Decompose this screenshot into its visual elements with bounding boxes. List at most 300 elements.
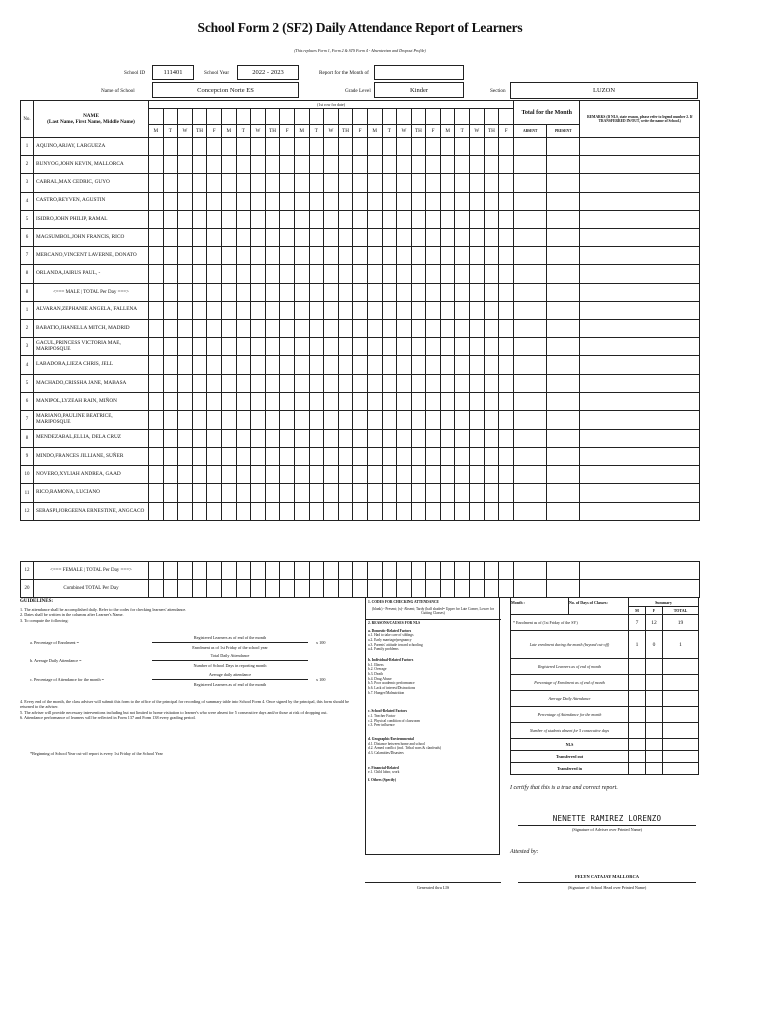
attendance-cell[interactable] <box>367 466 382 484</box>
attendance-cell[interactable] <box>324 411 339 429</box>
remarks-cell[interactable] <box>580 447 700 465</box>
attendance-cell[interactable] <box>163 484 178 502</box>
attendance-cell[interactable] <box>484 484 499 502</box>
attendance-cell[interactable] <box>440 484 455 502</box>
attendance-cell[interactable] <box>192 484 207 502</box>
attendance-cell[interactable] <box>455 356 470 374</box>
attendance-cell[interactable] <box>367 247 382 265</box>
attendance-cell[interactable] <box>251 502 266 520</box>
attendance-cell[interactable] <box>338 138 353 156</box>
attendance-cell[interactable] <box>411 319 426 337</box>
attendance-cell[interactable] <box>251 392 266 410</box>
attendance-cell[interactable] <box>484 374 499 392</box>
attendance-cell[interactable] <box>499 156 514 174</box>
date-cell[interactable] <box>149 109 164 125</box>
attendance-cell[interactable] <box>440 374 455 392</box>
attendance-cell[interactable] <box>397 411 412 429</box>
attendance-cell[interactable] <box>382 210 397 228</box>
attendance-cell[interactable] <box>440 502 455 520</box>
attendance-cell[interactable] <box>251 319 266 337</box>
attendance-cell[interactable] <box>470 192 485 210</box>
attendance-cell[interactable] <box>251 138 266 156</box>
attendance-cell[interactable] <box>338 265 353 283</box>
attendance-cell[interactable] <box>163 502 178 520</box>
attendance-cell[interactable] <box>426 411 441 429</box>
attendance-cell[interactable] <box>397 319 412 337</box>
attendance-cell[interactable] <box>499 502 514 520</box>
attendance-cell[interactable] <box>397 502 412 520</box>
attendance-cell[interactable] <box>178 228 193 246</box>
attendance-cell[interactable] <box>236 392 251 410</box>
attendance-cell[interactable] <box>397 466 412 484</box>
attendance-cell[interactable] <box>440 429 455 447</box>
attendance-cell[interactable] <box>251 247 266 265</box>
attendance-cell[interactable] <box>207 247 222 265</box>
attendance-cell[interactable] <box>236 447 251 465</box>
attendance-cell[interactable] <box>499 466 514 484</box>
attendance-cell[interactable] <box>397 247 412 265</box>
attendance-cell[interactable] <box>163 374 178 392</box>
attendance-cell[interactable] <box>178 392 193 410</box>
attendance-cell[interactable] <box>367 210 382 228</box>
attendance-cell[interactable] <box>440 265 455 283</box>
attendance-cell[interactable] <box>324 338 339 356</box>
attendance-cell[interactable] <box>455 447 470 465</box>
attendance-cell[interactable] <box>324 447 339 465</box>
attendance-cell[interactable] <box>192 338 207 356</box>
attendance-cell[interactable] <box>309 247 324 265</box>
attendance-cell[interactable] <box>499 374 514 392</box>
attendance-cell[interactable] <box>149 392 164 410</box>
attendance-cell[interactable] <box>236 338 251 356</box>
attendance-cell[interactable] <box>499 247 514 265</box>
attendance-cell[interactable] <box>499 210 514 228</box>
attendance-cell[interactable] <box>265 301 280 319</box>
attendance-cell[interactable] <box>353 392 368 410</box>
attendance-cell[interactable] <box>178 174 193 192</box>
attendance-cell[interactable] <box>280 247 295 265</box>
attendance-cell[interactable] <box>324 156 339 174</box>
attendance-cell[interactable] <box>309 301 324 319</box>
attendance-cell[interactable] <box>470 265 485 283</box>
attendance-cell[interactable] <box>309 192 324 210</box>
attendance-cell[interactable] <box>251 156 266 174</box>
attendance-cell[interactable] <box>484 447 499 465</box>
attendance-cell[interactable] <box>324 319 339 337</box>
attendance-cell[interactable] <box>367 301 382 319</box>
attendance-cell[interactable] <box>280 156 295 174</box>
attendance-cell[interactable] <box>236 411 251 429</box>
attendance-cell[interactable] <box>280 356 295 374</box>
attendance-cell[interactable] <box>440 447 455 465</box>
attendance-cell[interactable] <box>207 502 222 520</box>
date-cell[interactable] <box>470 109 485 125</box>
attendance-cell[interactable] <box>426 138 441 156</box>
remarks-cell[interactable] <box>580 228 700 246</box>
attendance-cell[interactable] <box>353 447 368 465</box>
attendance-cell[interactable] <box>338 502 353 520</box>
attendance-cell[interactable] <box>470 156 485 174</box>
attendance-cell[interactable] <box>207 301 222 319</box>
attendance-cell[interactable] <box>426 447 441 465</box>
attendance-cell[interactable] <box>280 210 295 228</box>
attendance-cell[interactable] <box>426 429 441 447</box>
attendance-cell[interactable] <box>163 138 178 156</box>
attendance-cell[interactable] <box>353 174 368 192</box>
attendance-cell[interactable] <box>367 447 382 465</box>
attendance-cell[interactable] <box>294 192 309 210</box>
attendance-cell[interactable] <box>149 247 164 265</box>
attendance-cell[interactable] <box>470 374 485 392</box>
attendance-cell[interactable] <box>280 502 295 520</box>
attendance-cell[interactable] <box>455 265 470 283</box>
attendance-cell[interactable] <box>367 484 382 502</box>
attendance-cell[interactable] <box>207 466 222 484</box>
attendance-cell[interactable] <box>149 301 164 319</box>
attendance-cell[interactable] <box>397 138 412 156</box>
attendance-cell[interactable] <box>192 319 207 337</box>
school-name-field[interactable]: Concepcion Norte ES <box>152 82 299 98</box>
attendance-cell[interactable] <box>236 356 251 374</box>
attendance-cell[interactable] <box>265 411 280 429</box>
attendance-cell[interactable] <box>411 338 426 356</box>
attendance-cell[interactable] <box>338 466 353 484</box>
date-cell[interactable] <box>338 109 353 125</box>
attendance-cell[interactable] <box>426 319 441 337</box>
attendance-cell[interactable] <box>163 411 178 429</box>
attendance-cell[interactable] <box>251 301 266 319</box>
attendance-cell[interactable] <box>440 138 455 156</box>
attendance-cell[interactable] <box>470 138 485 156</box>
attendance-cell[interactable] <box>426 301 441 319</box>
attendance-cell[interactable] <box>470 466 485 484</box>
attendance-cell[interactable] <box>324 138 339 156</box>
attendance-cell[interactable] <box>149 156 164 174</box>
attendance-cell[interactable] <box>367 429 382 447</box>
attendance-cell[interactable] <box>294 374 309 392</box>
attendance-cell[interactable] <box>192 192 207 210</box>
attendance-cell[interactable] <box>338 447 353 465</box>
attendance-cell[interactable] <box>499 484 514 502</box>
attendance-cell[interactable] <box>411 411 426 429</box>
attendance-cell[interactable] <box>149 356 164 374</box>
attendance-cell[interactable] <box>221 301 236 319</box>
remarks-cell[interactable] <box>580 192 700 210</box>
attendance-cell[interactable] <box>178 447 193 465</box>
attendance-cell[interactable] <box>440 319 455 337</box>
attendance-cell[interactable] <box>280 319 295 337</box>
attendance-cell[interactable] <box>367 174 382 192</box>
attendance-cell[interactable] <box>294 502 309 520</box>
attendance-cell[interactable] <box>338 301 353 319</box>
attendance-cell[interactable] <box>251 374 266 392</box>
school-id-field[interactable]: 111401 <box>152 65 194 80</box>
attendance-cell[interactable] <box>324 374 339 392</box>
attendance-cell[interactable] <box>397 484 412 502</box>
attendance-cell[interactable] <box>367 411 382 429</box>
attendance-cell[interactable] <box>192 392 207 410</box>
attendance-cell[interactable] <box>251 192 266 210</box>
attendance-cell[interactable] <box>207 484 222 502</box>
attendance-cell[interactable] <box>455 338 470 356</box>
attendance-cell[interactable] <box>265 429 280 447</box>
attendance-cell[interactable] <box>484 265 499 283</box>
attendance-cell[interactable] <box>338 319 353 337</box>
attendance-cell[interactable] <box>440 156 455 174</box>
attendance-cell[interactable] <box>178 210 193 228</box>
attendance-cell[interactable] <box>426 210 441 228</box>
remarks-cell[interactable] <box>580 319 700 337</box>
attendance-cell[interactable] <box>367 392 382 410</box>
attendance-cell[interactable] <box>470 484 485 502</box>
date-cell[interactable] <box>294 109 309 125</box>
attendance-cell[interactable] <box>149 138 164 156</box>
attendance-cell[interactable] <box>221 484 236 502</box>
attendance-cell[interactable] <box>499 392 514 410</box>
attendance-cell[interactable] <box>411 138 426 156</box>
attendance-cell[interactable] <box>411 502 426 520</box>
attendance-cell[interactable] <box>338 392 353 410</box>
remarks-cell[interactable] <box>580 484 700 502</box>
attendance-cell[interactable] <box>149 174 164 192</box>
attendance-cell[interactable] <box>397 447 412 465</box>
attendance-cell[interactable] <box>192 502 207 520</box>
attendance-cell[interactable] <box>499 411 514 429</box>
attendance-cell[interactable] <box>367 319 382 337</box>
attendance-cell[interactable] <box>382 374 397 392</box>
attendance-cell[interactable] <box>324 174 339 192</box>
date-cell[interactable] <box>265 109 280 125</box>
attendance-cell[interactable] <box>382 156 397 174</box>
attendance-cell[interactable] <box>207 447 222 465</box>
attendance-cell[interactable] <box>163 447 178 465</box>
attendance-cell[interactable] <box>280 192 295 210</box>
attendance-cell[interactable] <box>280 374 295 392</box>
attendance-cell[interactable] <box>397 156 412 174</box>
attendance-cell[interactable] <box>367 356 382 374</box>
attendance-cell[interactable] <box>382 174 397 192</box>
remarks-cell[interactable] <box>580 174 700 192</box>
attendance-cell[interactable] <box>324 356 339 374</box>
attendance-cell[interactable] <box>294 484 309 502</box>
attendance-cell[interactable] <box>149 338 164 356</box>
attendance-cell[interactable] <box>149 502 164 520</box>
attendance-cell[interactable] <box>382 228 397 246</box>
attendance-cell[interactable] <box>251 265 266 283</box>
attendance-cell[interactable] <box>411 228 426 246</box>
attendance-cell[interactable] <box>236 174 251 192</box>
remarks-cell[interactable] <box>580 156 700 174</box>
attendance-cell[interactable] <box>178 301 193 319</box>
attendance-cell[interactable] <box>353 502 368 520</box>
attendance-cell[interactable] <box>207 319 222 337</box>
attendance-cell[interactable] <box>163 356 178 374</box>
attendance-cell[interactable] <box>294 210 309 228</box>
attendance-cell[interactable] <box>221 411 236 429</box>
date-cell[interactable] <box>499 109 514 125</box>
attendance-cell[interactable] <box>149 374 164 392</box>
attendance-cell[interactable] <box>192 374 207 392</box>
remarks-cell[interactable] <box>580 502 700 520</box>
attendance-cell[interactable] <box>309 356 324 374</box>
attendance-cell[interactable] <box>280 265 295 283</box>
attendance-cell[interactable] <box>426 228 441 246</box>
attendance-cell[interactable] <box>455 247 470 265</box>
attendance-cell[interactable] <box>221 228 236 246</box>
attendance-cell[interactable] <box>294 301 309 319</box>
attendance-cell[interactable] <box>397 265 412 283</box>
attendance-cell[interactable] <box>324 466 339 484</box>
attendance-cell[interactable] <box>192 228 207 246</box>
attendance-cell[interactable] <box>236 156 251 174</box>
attendance-cell[interactable] <box>294 138 309 156</box>
attendance-cell[interactable] <box>265 247 280 265</box>
attendance-cell[interactable] <box>470 392 485 410</box>
attendance-cell[interactable] <box>294 392 309 410</box>
remarks-cell[interactable] <box>580 338 700 356</box>
attendance-cell[interactable] <box>309 411 324 429</box>
date-cell[interactable] <box>353 109 368 125</box>
attendance-cell[interactable] <box>484 466 499 484</box>
attendance-cell[interactable] <box>440 210 455 228</box>
attendance-cell[interactable] <box>499 174 514 192</box>
attendance-cell[interactable] <box>324 210 339 228</box>
attendance-cell[interactable] <box>484 429 499 447</box>
attendance-cell[interactable] <box>455 174 470 192</box>
attendance-cell[interactable] <box>367 192 382 210</box>
attendance-cell[interactable] <box>499 138 514 156</box>
attendance-cell[interactable] <box>178 374 193 392</box>
attendance-cell[interactable] <box>426 156 441 174</box>
attendance-cell[interactable] <box>324 392 339 410</box>
date-cell[interactable] <box>280 109 295 125</box>
attendance-cell[interactable] <box>221 247 236 265</box>
attendance-cell[interactable] <box>221 466 236 484</box>
attendance-cell[interactable] <box>163 210 178 228</box>
attendance-cell[interactable] <box>353 429 368 447</box>
attendance-cell[interactable] <box>338 338 353 356</box>
attendance-cell[interactable] <box>397 392 412 410</box>
attendance-cell[interactable] <box>411 356 426 374</box>
date-cell[interactable] <box>207 109 222 125</box>
attendance-cell[interactable] <box>251 466 266 484</box>
attendance-cell[interactable] <box>192 429 207 447</box>
attendance-cell[interactable] <box>163 265 178 283</box>
attendance-cell[interactable] <box>353 247 368 265</box>
attendance-cell[interactable] <box>499 301 514 319</box>
attendance-cell[interactable] <box>280 174 295 192</box>
date-cell[interactable] <box>324 109 339 125</box>
attendance-cell[interactable] <box>309 466 324 484</box>
attendance-cell[interactable] <box>470 174 485 192</box>
attendance-cell[interactable] <box>426 356 441 374</box>
date-cell[interactable] <box>440 109 455 125</box>
attendance-cell[interactable] <box>251 210 266 228</box>
attendance-cell[interactable] <box>411 192 426 210</box>
section-field[interactable]: LUZON <box>510 82 698 99</box>
attendance-cell[interactable] <box>484 192 499 210</box>
attendance-cell[interactable] <box>411 301 426 319</box>
attendance-cell[interactable] <box>382 411 397 429</box>
attendance-cell[interactable] <box>236 228 251 246</box>
attendance-cell[interactable] <box>221 265 236 283</box>
attendance-cell[interactable] <box>265 447 280 465</box>
attendance-cell[interactable] <box>207 392 222 410</box>
attendance-cell[interactable] <box>294 356 309 374</box>
attendance-cell[interactable] <box>294 247 309 265</box>
attendance-cell[interactable] <box>221 319 236 337</box>
attendance-cell[interactable] <box>192 411 207 429</box>
attendance-cell[interactable] <box>455 192 470 210</box>
attendance-cell[interactable] <box>324 265 339 283</box>
attendance-cell[interactable] <box>484 411 499 429</box>
attendance-cell[interactable] <box>338 247 353 265</box>
attendance-cell[interactable] <box>426 174 441 192</box>
attendance-cell[interactable] <box>338 356 353 374</box>
attendance-cell[interactable] <box>324 247 339 265</box>
attendance-cell[interactable] <box>397 228 412 246</box>
attendance-cell[interactable] <box>499 228 514 246</box>
attendance-cell[interactable] <box>455 502 470 520</box>
attendance-cell[interactable] <box>382 392 397 410</box>
attendance-cell[interactable] <box>178 156 193 174</box>
attendance-cell[interactable] <box>484 301 499 319</box>
attendance-cell[interactable] <box>163 192 178 210</box>
attendance-cell[interactable] <box>178 502 193 520</box>
attendance-cell[interactable] <box>265 374 280 392</box>
attendance-cell[interactable] <box>192 466 207 484</box>
attendance-cell[interactable] <box>309 374 324 392</box>
attendance-cell[interactable] <box>382 338 397 356</box>
attendance-cell[interactable] <box>280 392 295 410</box>
attendance-cell[interactable] <box>294 319 309 337</box>
attendance-cell[interactable] <box>163 247 178 265</box>
attendance-cell[interactable] <box>455 319 470 337</box>
attendance-cell[interactable] <box>499 447 514 465</box>
attendance-cell[interactable] <box>265 192 280 210</box>
attendance-cell[interactable] <box>397 374 412 392</box>
attendance-cell[interactable] <box>353 466 368 484</box>
attendance-cell[interactable] <box>367 138 382 156</box>
attendance-cell[interactable] <box>163 174 178 192</box>
attendance-cell[interactable] <box>484 502 499 520</box>
attendance-cell[interactable] <box>221 338 236 356</box>
attendance-cell[interactable] <box>309 174 324 192</box>
attendance-cell[interactable] <box>397 192 412 210</box>
attendance-cell[interactable] <box>207 411 222 429</box>
attendance-cell[interactable] <box>236 319 251 337</box>
attendance-cell[interactable] <box>411 392 426 410</box>
attendance-cell[interactable] <box>324 429 339 447</box>
attendance-cell[interactable] <box>251 228 266 246</box>
attendance-cell[interactable] <box>338 374 353 392</box>
attendance-cell[interactable] <box>207 356 222 374</box>
attendance-cell[interactable] <box>440 338 455 356</box>
attendance-cell[interactable] <box>251 484 266 502</box>
remarks-cell[interactable] <box>580 265 700 283</box>
attendance-cell[interactable] <box>338 411 353 429</box>
attendance-cell[interactable] <box>309 338 324 356</box>
attendance-cell[interactable] <box>353 138 368 156</box>
attendance-cell[interactable] <box>309 484 324 502</box>
attendance-cell[interactable] <box>192 447 207 465</box>
attendance-cell[interactable] <box>353 228 368 246</box>
attendance-cell[interactable] <box>411 210 426 228</box>
attendance-cell[interactable] <box>251 447 266 465</box>
attendance-cell[interactable] <box>440 356 455 374</box>
report-month-field[interactable] <box>374 65 464 80</box>
attendance-cell[interactable] <box>440 392 455 410</box>
